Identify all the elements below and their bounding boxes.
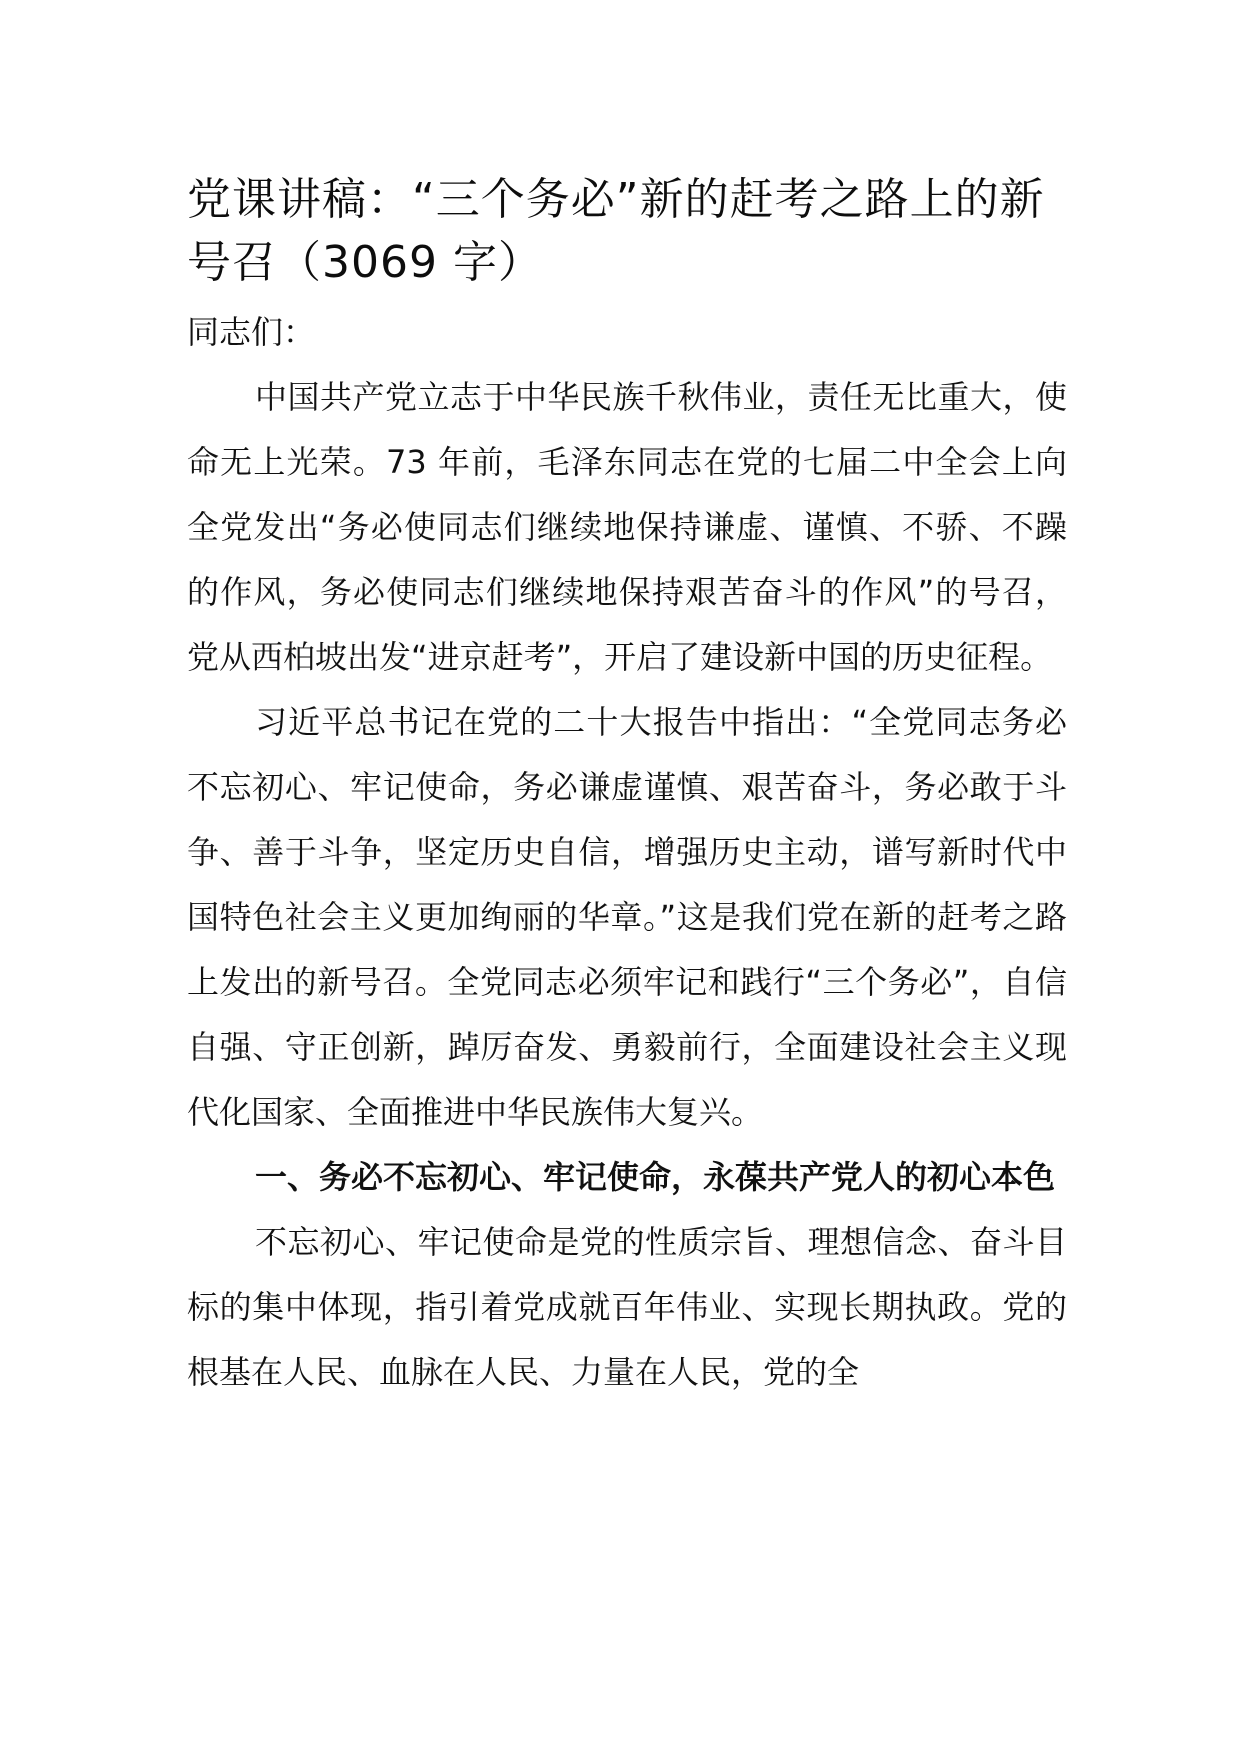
document-body [187,168,1067,1405]
section-1-paragraph: 不忘初心、牢记使命是党的性质宗旨、理想信念、奋斗目标的集中体现，指引着党成就百年伟业、实现长期执政。党的根基在人民、血脉在人民、力量在人民，党的全 [187,1223,1067,1391]
paragraph-report-quote: 习近平总书记在党的二十大报告中指出：“全党同志务必不忘初心、牢记使命，务必谦虚谨慎、艰苦奋斗，务必敢于斗争、善于斗争，坚定历史自信，增强历史主动，谱写新时代中国特色社会主义更加绚丽的华章。”这是我们党在新的赶考之路上发出的新号召。全党同志必须牢记和践行“三个务必”，自信自强、守正创新，踔厉奋发、勇毅前行，全面建设社会主义现代化国家、全面推进中华民族伟大复兴。 [187,703,1067,1131]
section-heading-1: 一、务必不忘初心、牢记使命，永葆共产党人的初心本色 [255,1158,1056,1196]
document-title: 党课讲稿：“三个务必”新的赶考之路上的新号召（3069 字） [187,174,1045,288]
salutation: 同志们： [187,313,316,351]
paragraph-intro: 中国共产党立志于中华民族千秋伟业，责任无比重大，使命无上光荣。73 年前，毛泽东同志在党的七届二中全会上向全党发出“务必使同志们继续地保持谦虚、谨慎、不骄、不躁的作风，务必使同志们继续地保持艰苦奋斗的作风”的号召，党从西柏坡出发“进京赶考”，开启了建设新中国的历史征程。 [187,378,1067,676]
